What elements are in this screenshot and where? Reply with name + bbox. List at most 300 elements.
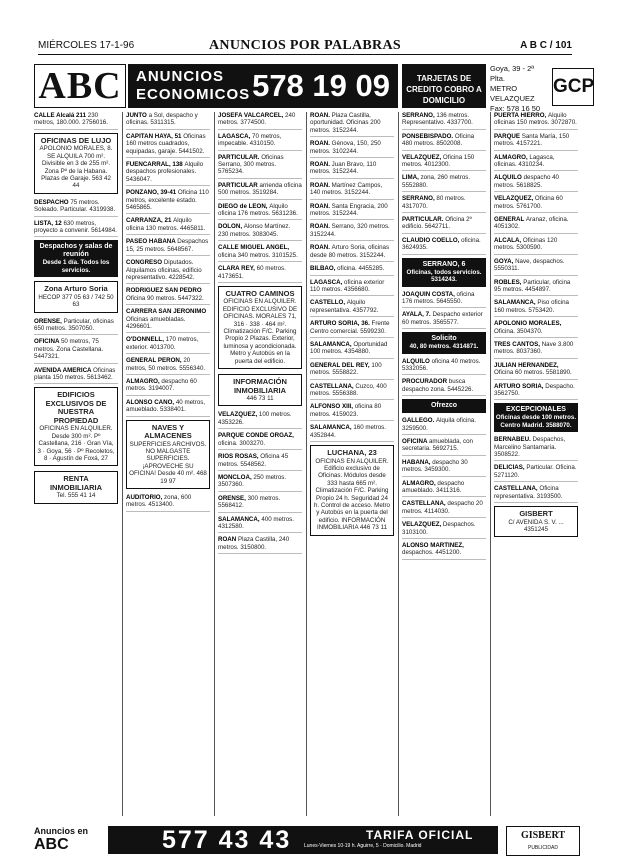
ad-text: Oficinas planta 150 metros. 5613462. [34, 366, 116, 381]
ad-heading: ARTURO SORIA, 36. [310, 320, 372, 328]
classified-ad [402, 378, 486, 396]
section-heading [402, 332, 486, 353]
classified-ad [218, 265, 302, 283]
gcp-logo: GCP [552, 68, 594, 106]
ad-text: 240 metros. 3774500. [218, 112, 296, 127]
ad-text: 20 metros, 50 metros. 5556340. [126, 357, 206, 372]
ad-heading: GISBERT [519, 509, 553, 519]
classified-ad [310, 265, 394, 275]
ad-heading: OFICINA [34, 338, 61, 346]
classified-ad [34, 367, 118, 385]
ad-heading: SALAMANCA, [494, 299, 538, 307]
classified-ad [402, 521, 486, 539]
ad-text: Oficinas, todos servicios. 5314243. [406, 268, 482, 284]
classified-ad [310, 341, 394, 359]
ad-heading: SERRANO, 6 [422, 260, 466, 268]
ad-heading: ROAN. [310, 112, 332, 119]
ad-heading: ROAN. [310, 223, 332, 231]
ad-heading: ROAN. [310, 161, 332, 169]
classified-ad [402, 358, 486, 376]
classified-ad [402, 500, 486, 518]
classified-ad [310, 182, 394, 200]
classified-ad [310, 279, 394, 297]
ad-text: 40 metros, amueblado. 5338401. [126, 398, 206, 414]
ad-text: APOLONIO MORALES, 8. SE ALQUILA 700 m². Divisible en 3 de 255 m². Zona Pº de la Habana. Plazas de Garaje. 563 42 44 [39, 145, 113, 190]
ad-text: Tel. 555 41 14 [56, 492, 96, 500]
ad-heading: VELAZQUEZ, [218, 411, 259, 419]
anuncios-economicos-block [128, 64, 398, 108]
classified-ad [126, 308, 210, 333]
column-4 [310, 112, 394, 816]
classified-ad [126, 238, 210, 256]
ad-text: arrienda oficina 500 metros. 3519284. [218, 181, 302, 197]
banner-phone: 578 19 09 [252, 68, 390, 103]
classified-ad [126, 287, 210, 305]
classified-ad [402, 112, 486, 130]
classified-columns [34, 112, 578, 816]
classified-ad [494, 320, 578, 338]
classified-ad [126, 357, 210, 375]
footer-right-sub: PUBLICIDAD [527, 845, 558, 851]
ad-text: Santa María, 150 metros. 4157221. [494, 132, 570, 148]
ad-text: oficina 40 metros. 5332056. [402, 357, 481, 372]
ad-text: Despacho. 3562750. [494, 382, 575, 397]
section-title: ANUNCIOS POR PALABRAS [209, 38, 401, 53]
classified-ad [126, 161, 210, 186]
ad-text: SUPERFICIES ARCHIVOS. NO MALGASTE SUPERFICIES. ¡APROVECHE SU OFICINA! Desde 40 m². 468 19 97 [129, 440, 207, 485]
footer-phone-block [108, 826, 498, 854]
footer-left [34, 826, 98, 854]
ad-text: Desde 1 día. Todos los servicios. [42, 259, 110, 274]
banner-line1: ANUNCIOS [136, 68, 225, 85]
footer-left-line1: Anuncios en [34, 826, 89, 836]
ad-text: 100 metros. 5558822. [310, 361, 382, 377]
ad-text: Frente Centro comercial. 5599230. [310, 320, 390, 335]
ad-heading: EXCEPCIONALES [506, 406, 566, 414]
ad-heading: CASTELLO, [310, 299, 347, 307]
classified-ad [402, 174, 486, 192]
ad-text: Martínez Campos, 140 metros. 3152244. [310, 181, 383, 197]
ad-heading: GENERAL [494, 216, 526, 224]
ad-heading: ARTURO SORIA, [494, 382, 546, 390]
ad-heading: DESPACHO [34, 198, 71, 206]
display-ad [494, 506, 578, 537]
ad-heading: Zona Arturo Soria [44, 284, 108, 294]
classified-ad [218, 223, 302, 241]
ad-heading: GOYA, [494, 257, 516, 265]
ad-text: 50 metros, 75 metros. Zona Castellana. 5447321. [34, 338, 104, 361]
ad-text: Alquilo representativa. 4357792. [310, 299, 379, 314]
ad-text: 250 metros. 3507360. [218, 473, 287, 489]
classified-ad [218, 474, 302, 492]
ad-text: despacho 20 metros. 4114030. [402, 500, 483, 515]
ad-heading: PARTICULAR [218, 181, 260, 189]
display-ad [218, 286, 302, 369]
display-ad [34, 281, 118, 312]
ad-heading: LISTA, 12 [34, 219, 64, 227]
ad-heading: CUATRO CAMINOS [225, 288, 295, 298]
ad-heading: LIMA, [402, 174, 421, 182]
ad-heading: PUERTA HIERRO, [494, 112, 548, 119]
ad-text: Oficinas Serrano, 300 metros. 5765234. [218, 153, 284, 176]
display-ad [34, 133, 118, 194]
ad-text: Plaza Castilla, 240 metros. 3150800. [218, 536, 290, 551]
ad-heading: VELAZQUEZ, [402, 521, 443, 529]
ad-heading: PROCURADOR [402, 378, 449, 386]
ad-text: oficina. 3624935. [402, 236, 481, 252]
ad-heading: GALLEGO. [402, 417, 437, 425]
display-ad [310, 445, 394, 536]
ad-text: 160 metros. 4352844. [310, 424, 386, 439]
classified-ad [218, 453, 302, 471]
display-ad [34, 471, 118, 503]
ad-text: C/ AVENIDA S. V. ... 4351245 [508, 518, 564, 533]
column-3 [218, 112, 302, 816]
classified-ad [494, 279, 578, 297]
ad-heading: CLAUDIO COELLO, [402, 236, 462, 244]
ad-text: 60 metros. 4173651. [218, 265, 286, 280]
ad-text: Serrano, 320 metros. 3152244. [310, 223, 390, 238]
ad-heading: APOLONIO MORALES, [494, 320, 562, 328]
ad-heading: VELAZQUEZ, [402, 153, 443, 161]
ad-heading: CARRERA SAN JERONIMO [126, 308, 207, 316]
ad-text: a Sol, despacho y oficinas. 5311315. [126, 112, 198, 127]
ad-text: Particular, oficina 95 metros. 4454897. [494, 278, 571, 293]
ad-heading: HABANA, [402, 458, 433, 466]
ad-text: 75 metros. Soleado. Particular. 4319938. [34, 198, 116, 214]
ad-text: Despachos, Marcelino Santamaría. 3508522. [494, 436, 566, 458]
ad-text: Diputados. Alquilamos oficinas, edificio representativo. 4228542. [126, 259, 202, 281]
ad-text: Alquilo oficina 130 metros. 4465811. [126, 217, 206, 232]
ad-text: despacho 40 metros. 5618825. [494, 174, 559, 189]
classified-ad [126, 494, 210, 512]
ad-text: oficina. 4455285. [337, 265, 385, 273]
classified-ad [310, 403, 394, 421]
classified-ad [218, 244, 302, 262]
ad-heading: JOAQUIN COSTA, [402, 290, 457, 298]
ad-heading: PONSEBISPADO. [402, 132, 455, 140]
ad-heading: DELICIAS, [494, 464, 527, 472]
ad-text: Despacho exterior 60 metros. 3565577. [402, 311, 483, 326]
classified-ad [218, 182, 302, 200]
classified-ad [310, 362, 394, 380]
ad-heading: DOLON, [218, 223, 244, 231]
ad-heading: NAVES Y ALMACENES [144, 422, 192, 441]
ad-text: Génova, 150, 250 metros. 3102244. [310, 140, 381, 155]
ad-text: Oficina 45 metros. 5548562. [218, 453, 289, 468]
ad-heading: FUENCARRAL, 138 [126, 161, 185, 169]
banner-line2: ECONOMICOS [136, 86, 251, 103]
classified-ad [402, 154, 486, 172]
classified-ad [310, 320, 394, 338]
ad-text: Aranaz, oficina. 4051302. [494, 216, 569, 231]
classified-ad [494, 174, 578, 192]
ad-heading: CASTELLANA, [310, 382, 356, 390]
ad-text: 70 metros, impecable. 4310150. [218, 132, 282, 148]
classified-ad [218, 411, 302, 429]
footer-small: Lunes-Viernes 10-19 h. Aguirre, 5 · Domicilio. Madrid [304, 843, 422, 849]
classified-ad [126, 399, 210, 417]
ad-heading: LAGASCA, [218, 132, 253, 140]
ad-heading: ALMAGRO, [402, 479, 438, 487]
ad-text: 100 metros. 4353226. [218, 411, 292, 426]
ad-text: Oficina 480 metros. 8502008. [402, 132, 475, 148]
ad-heading: CASTELLANA, [494, 485, 540, 493]
classified-ad [402, 480, 486, 498]
classified-ad [310, 383, 394, 401]
ad-text: OFICINAS EN ALQUILER. EDIFICIO EXCLUSIVO DE OFICINAS. MORALES 71, 316 · 338 · 464 m². Climatización F/C. Parking Propio 2 Plazas. Exterior, luminosa y acondicionada. Metro y Autobús en la puerta del edificio. [222, 298, 298, 365]
ad-text: oficina. 3003270. [218, 439, 266, 447]
ad-heading: CLARA REY, [218, 265, 257, 273]
classified-ad [126, 189, 210, 214]
classified-ad [402, 237, 486, 255]
ad-heading: CONGRESO [126, 259, 164, 267]
ad-text: 300 metros. 5568412. [218, 494, 281, 510]
section-heading [494, 403, 578, 432]
classified-ad [494, 237, 578, 255]
ad-heading: JUNTO [126, 112, 149, 119]
address-line1: Goya, 39 - 2ª Plta. [490, 64, 535, 83]
classified-ad [218, 432, 302, 450]
ad-text: Despachos. 3103100. [402, 521, 476, 536]
ad-text: 170 metros, exterior. 4013700. [126, 336, 199, 351]
ad-heading: ORENSE, [218, 494, 248, 502]
office-address [490, 64, 550, 113]
ad-heading: SALAMANCA, [218, 515, 262, 523]
ad-text: Oficina 150 metros. 4012300. [402, 153, 475, 169]
ad-text: despacho amueblado. 3411316. [402, 479, 465, 494]
ad-heading: GENERAL DEL REY, [310, 361, 372, 369]
ad-text: oficina 340 metros. 3101525. [218, 251, 298, 259]
ad-text: Piso oficina 160 metros. 5753420. [494, 299, 569, 314]
ad-text: oficina exterior 110 metros. 4356680. [310, 278, 385, 293]
ad-heading: SALAMANCA, [310, 424, 354, 432]
ad-text: despacho 60 metros. 3194007. [126, 377, 197, 393]
classified-ad [34, 112, 118, 130]
ad-heading: ROBLES, [494, 278, 524, 286]
ad-heading: JULIAN HERNANDEZ, [494, 361, 559, 369]
classified-ad [494, 299, 578, 317]
classified-ad [494, 133, 578, 151]
classified-ad [126, 378, 210, 396]
footer-phone: 577 43 43 [162, 826, 292, 854]
classified-ad [218, 112, 302, 130]
fax-line: Fax: 578 16 50 [490, 104, 541, 113]
ad-text: 80 metros. 4317070. [402, 195, 466, 210]
classified-ad [402, 311, 486, 329]
ad-text: OFICINAS EN ALQUILER. Desde 300 m². Pº Castellana, 216 · Gran Vía, 3 · Goya, 56 · Pº Recoletos, 8 · Agustín de Foxá, 27 [37, 425, 115, 462]
ad-heading: Solicito [431, 335, 457, 343]
ad-heading: DIEGO de LEON, [218, 202, 270, 210]
ad-heading: OFICINA [402, 437, 429, 445]
ad-heading: PARTICULAR. [402, 216, 446, 224]
ad-heading: ALMAGRO, [126, 377, 162, 385]
classified-ad [494, 362, 578, 380]
ad-text: Arturo Soria, oficinas desde 80 metros. 3152244. [310, 244, 390, 259]
ad-text: Oficinas desde 100 metros. Centro Madrid. 3588070. [495, 414, 577, 429]
display-ad [126, 420, 210, 489]
section-heading [34, 240, 118, 277]
ad-heading: CALLE MIGUEL ANGEL, [218, 244, 290, 252]
ad-heading: ALMAGRO, [494, 153, 530, 161]
classified-ad [310, 424, 394, 442]
ad-text: OFICINAS EN ALQUILER. Edificio exclusivo de Oficinas. Módulos desde 333 hasta 665 m². Climatización F/C. Parking Propio 24 h. Seguridad 24 h. Control de acceso. Metro y Autobús en la puerta del edificio. INFORMACIÓN INMOBILIARIA 446 73 11 [313, 457, 390, 532]
classifieds-banner [34, 64, 595, 113]
ad-text: 400 metros. 4312580. [218, 515, 294, 530]
column-1 [34, 112, 118, 816]
classified-ad [218, 154, 302, 179]
classified-ad [494, 464, 578, 482]
classified-ad [494, 436, 578, 461]
classified-ad [310, 140, 394, 158]
ad-text: Plaza Castilla, oportunidad. Oficinas 200 metros. 3152244. [310, 112, 381, 134]
classified-ad [402, 438, 486, 456]
ad-text: busca despacho zona. 5445226. [402, 378, 474, 393]
classified-ad [34, 318, 118, 336]
ad-text: zona, 260 metros. 5552880. [402, 174, 471, 189]
column-2 [126, 112, 210, 816]
ad-heading: OFICINAS DE LUJO [40, 135, 112, 145]
ad-heading: Ofrezco [430, 402, 458, 410]
ad-heading: JOSEFA VALCARCEL, [218, 112, 286, 119]
ad-heading: SALAMANCA, [310, 340, 354, 348]
ad-heading: CARRANZA, 21 [126, 217, 174, 225]
ad-heading: ALQUILO [402, 357, 432, 365]
footer-right-title: GISBERT [520, 830, 566, 841]
classified-ad [494, 216, 578, 234]
ad-text: Cuzco, 400 metros. 5556388. [310, 382, 387, 397]
ad-text: 136 metros. Representativo. 4337700. [402, 112, 473, 127]
classified-ad [402, 459, 486, 477]
classified-ad [402, 216, 486, 234]
ad-heading: SERRANO, [402, 195, 437, 203]
credit-card-text: TARJETAS DE CREDITO COBRO A DOMICILIO [406, 74, 482, 105]
ad-text: oficina 80 metros. 4159023. [310, 403, 382, 418]
ad-heading: VELAZQUEZ, [494, 195, 535, 203]
ad-text: Oficina 110 metros, excelente estado. 5465865. [126, 189, 209, 212]
ad-text: 446 73 11 [246, 395, 274, 403]
ad-text: Oficina 60 metros. 5581890. [494, 369, 572, 377]
classified-ad [310, 244, 394, 262]
classified-ad [218, 133, 302, 151]
ad-text: HECOP 377 05 63 / 742 50 63 [38, 293, 114, 309]
ad-text: Particular, oficinas 650 metros. 3507050. [34, 317, 114, 332]
ad-heading: ROAN. [310, 181, 332, 189]
display-ad [218, 374, 302, 406]
ad-text: Oficina 90 metros. 5447322. [126, 294, 204, 302]
ad-heading: PARQUE CONDE ORGAZ, [218, 432, 294, 440]
ad-text: Nave, despachos. 5550311. [494, 257, 565, 273]
ad-heading: ALQUILO [494, 174, 524, 182]
ad-heading: ALCALA, [494, 236, 523, 244]
ad-text: Oficina. 3504370. [494, 327, 543, 335]
ad-text: oficina 176 metros. 5645550. [402, 290, 475, 305]
issue-date: MIÉRCOLES 17-1-96 [38, 40, 135, 51]
ad-text: Alquilo oficina 176 metros. 5631236. [218, 202, 298, 218]
ad-text: 40, 80 metros. 4314871. [409, 343, 479, 351]
ad-text: Oficina 2º edificio. 5642711. [402, 216, 472, 231]
ad-heading: RENTA INMOBILIARIA [49, 474, 103, 492]
ad-text: 230 metros, 180.000. 2756016. [34, 112, 108, 127]
ad-heading: PARTICULAR. [218, 153, 262, 161]
ad-text: despachos. 4451200. [402, 549, 462, 557]
ad-heading: ROAN. [310, 244, 332, 252]
classified-ad [494, 341, 578, 359]
ad-heading: ROAN. [310, 140, 332, 148]
ad-text: Juan Bravo, 110 metros. 3152244. [310, 161, 377, 176]
ad-heading: PONZANO, 39-41 [126, 189, 178, 197]
classified-ad [494, 383, 578, 401]
ad-heading: BERNABEU. [494, 436, 533, 444]
ad-heading: MONCLOA, [218, 473, 254, 481]
ad-text: Particular. Oficina. 5271120. [494, 464, 577, 479]
classified-ad [126, 133, 210, 158]
ad-text: Alquila oficina. 3259500. [402, 417, 476, 432]
ad-heading: AYALA, 7. [402, 311, 433, 319]
footer-left-logo: ABC [34, 836, 69, 853]
classified-ad [494, 485, 578, 503]
page-header [38, 38, 572, 55]
column-5 [402, 112, 486, 816]
ad-text: Oficinas 120 metros. 5300590. [494, 236, 558, 252]
ad-heading: AVENIDA AMERICA [34, 366, 94, 374]
classified-ad [34, 338, 118, 363]
ad-text: despacho 30 metros. 3459300. [402, 458, 468, 474]
ad-heading: RIOS ROSAS, [218, 453, 261, 461]
abc-logo: ABC [34, 64, 126, 108]
page-number: A B C / 101 [520, 40, 572, 51]
ad-heading: ROAN. [310, 202, 332, 210]
ad-heading: RODRIGUEZ SAN PEDRO [126, 287, 202, 295]
ad-heading: ROAN [218, 536, 238, 544]
ad-text: Alonso Martínez. 230 metros. 3083045. [218, 223, 291, 238]
section-heading [402, 258, 486, 287]
ad-heading: LAGASCA, [310, 278, 345, 286]
ad-text: Nave 3.800 metros. 8037360. [494, 340, 574, 356]
classified-ad [402, 291, 486, 309]
ad-text: Oficinas amuebladas. 4296601. [126, 315, 186, 330]
section-heading [402, 399, 486, 413]
ad-text: Oportunidad 100 metros. 4354880. [310, 340, 388, 356]
ad-text: Lagasca, oficinas. 4310234. [494, 153, 555, 169]
ad-heading: CASTELLANA, [402, 500, 448, 508]
ad-text: Despachos 15, 25 metros. 5648567. [126, 238, 209, 253]
ad-text: Alquilo oficinas 150 metros. 3072870. [494, 112, 577, 127]
classified-ad [310, 299, 394, 317]
classified-ad [218, 516, 302, 534]
ad-heading: INFORMACIÓN INMOBILIARIA [233, 377, 287, 395]
classified-ad [34, 220, 118, 238]
classified-ad [310, 161, 394, 179]
ad-heading: PASEO HABANA [126, 238, 178, 246]
classified-ad [494, 195, 578, 213]
ad-heading: TRES CANTOS, [494, 340, 542, 348]
ad-heading: Despachos y salas de reunión [39, 243, 113, 259]
ad-heading: CAPITAN HAYA, 51 [126, 132, 184, 140]
credit-card-notice [402, 64, 486, 108]
classified-ad [126, 259, 210, 284]
ad-heading: GENERAL PERON, [126, 357, 184, 365]
column-6 [494, 112, 578, 816]
classified-ad [310, 223, 394, 241]
ad-text: 630 metros, proyecto a convenir. 5614984. [34, 219, 117, 234]
classified-ad [310, 112, 394, 137]
ad-text: Alquilo despachos profesionales. 5436047. [126, 161, 204, 183]
classified-ad [218, 203, 302, 221]
ad-heading: EDIFICIOS EXCLUSIVOS DE NUESTRA PROPIEDAD [45, 390, 107, 425]
ad-heading: PARQUE [494, 132, 522, 140]
classified-ad [218, 536, 302, 554]
